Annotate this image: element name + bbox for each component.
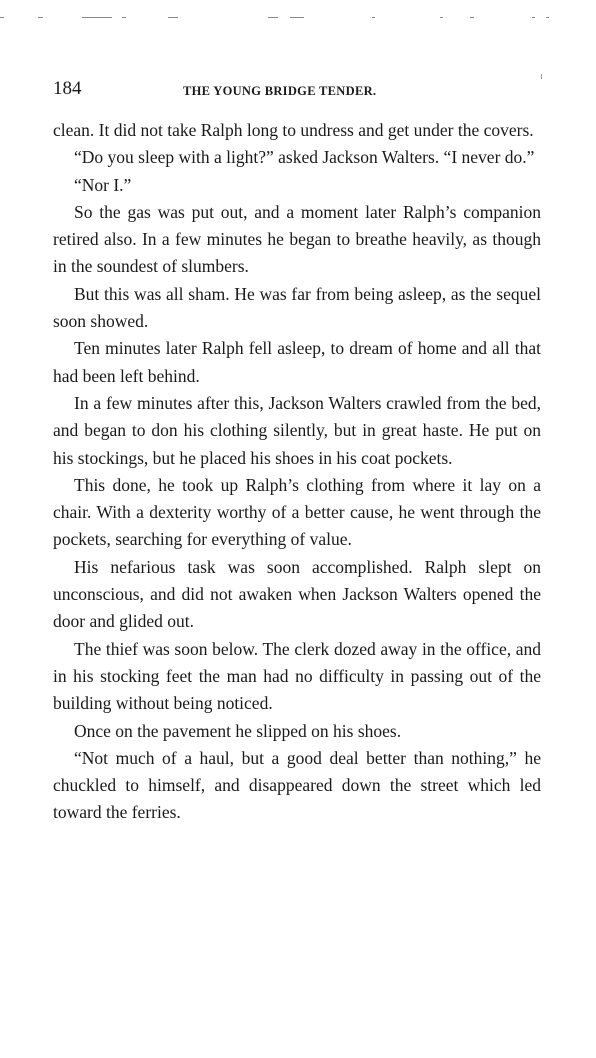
paragraph: “Nor I.”: [74, 174, 132, 195]
paragraph: Ten minutes later Ralph fell asleep, to dream of home and all that had been left behind.: [53, 338, 541, 386]
scan-artifacts: [0, 14, 596, 20]
running-title: THE YOUNG BRIDGE TENDER.: [183, 84, 377, 98]
page-header: [53, 78, 543, 102]
paragraph: “Not much of a haul, but a good deal better than nothing,” he chuckled to himself, and disappeared down the street which led toward the ferries.: [53, 747, 541, 823]
page-number: 184: [53, 78, 82, 99]
paragraph: In a few minutes after this, Jackson Walters crawled from the bed, and began to don his clothing silently, but in great haste. He put on his stockings, but he placed his shoes in his coat pockets.: [53, 392, 541, 468]
paragraph: But this was all sham. He was far from being asleep, as the sequel soon showed.: [53, 283, 541, 332]
paragraph: So the gas was put out, and a moment later Ralph’s companion retired also. In a few minutes he began to breathe heavily, as though in the soundest of slumbers.: [53, 201, 541, 277]
paragraph: This done, he took up Ralph’s clothing from where it lay on a chair. With a dexterity worthy of a better cause, he went through the pockets, searching for everything of value.: [53, 474, 541, 550]
paragraph: clean. It did not take Ralph long to undress and get under the covers.: [53, 120, 534, 140]
paragraph: The thief was soon below. The clerk dozed away in the office, and in his stocking feet the man had no difficulty in passing out of the building without being noticed.: [53, 638, 541, 714]
paragraph: His nefarious task was soon accomplished. Ralph slept on unconscious, and did not awaken when Jackson Walters opened the door and glided out.: [53, 556, 541, 632]
paragraph: “Do you sleep with a light?” asked Jackson Walters. “I never do.”: [74, 147, 535, 168]
body-text: [53, 117, 541, 827]
paragraph: Once on the pavement he slipped on his shoes.: [74, 720, 402, 741]
